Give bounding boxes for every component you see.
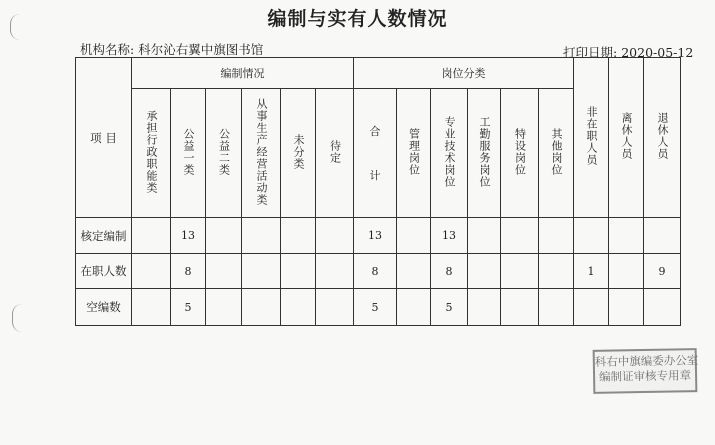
col-header-bianzhi (281, 89, 316, 218)
group-header-bianzhi: 编制情况 (132, 58, 354, 89)
table-cell (501, 218, 539, 254)
table-row (76, 289, 681, 326)
document-title: 编制与实有人数情况 (267, 8, 448, 30)
table-cell (397, 254, 431, 289)
table-cell (539, 289, 574, 326)
table-cell (132, 218, 171, 254)
table-cell (242, 289, 281, 326)
table-cell: 13 (431, 218, 468, 254)
table-cell (574, 289, 609, 326)
table-cell (281, 289, 316, 326)
table-row (76, 218, 681, 254)
table-row (76, 254, 681, 289)
org-value: 科尔沁右翼中旗图书馆 (138, 42, 264, 57)
table-cell (609, 254, 644, 289)
table-cell (206, 218, 242, 254)
heji-bottom: 计 (369, 169, 381, 182)
col-header-feizaizhi (574, 58, 609, 218)
official-seal-stamp (593, 348, 698, 394)
table-cell (206, 254, 242, 289)
table-cell (468, 218, 501, 254)
table-cell (609, 218, 644, 254)
col-label: 公益二类 (217, 127, 231, 176)
table-cell: 13 (171, 218, 206, 254)
table-cell: 13 (354, 218, 397, 254)
col-header-gangwei (501, 89, 539, 218)
table-cell (281, 218, 316, 254)
col-label: 待定 (328, 139, 342, 164)
table-cell (132, 289, 171, 326)
table-cell (242, 218, 281, 254)
col-label: 离休人员 (620, 112, 634, 160)
table-cell: 9 (644, 254, 681, 289)
table-cell (501, 254, 539, 289)
print-date-value: 2020-05-12 (621, 45, 694, 60)
table-cell (644, 218, 681, 254)
table-cell (501, 289, 539, 326)
col-label: 其他岗位 (550, 127, 564, 176)
table-cell (397, 218, 431, 254)
print-date-label: 打印日期: (563, 45, 618, 60)
table-cell (132, 254, 171, 289)
table-cell (242, 254, 281, 289)
col-label: 承担行政职能类 (145, 109, 159, 194)
col-label: 非在职人员 (585, 106, 599, 166)
col-label: 工勤服务岗位 (478, 115, 492, 188)
table-cell (281, 254, 316, 289)
table-cell (574, 218, 609, 254)
col-label: 从事生产经营活动类 (255, 97, 269, 206)
org-name (80, 40, 263, 58)
item-header: 项 目 (76, 58, 132, 218)
col-label: 退休人员 (656, 112, 670, 160)
col-header-gangwei (431, 89, 468, 218)
table-cell (206, 289, 242, 326)
col-header-gangwei (539, 89, 574, 218)
table-cell (539, 254, 574, 289)
table-cell (644, 289, 681, 326)
heji-top: 合 (369, 125, 381, 138)
table-cell: 8 (354, 254, 397, 289)
col-label: 专业技术岗位 (443, 115, 457, 188)
col-header-bianzhi (171, 89, 206, 218)
table-cell (316, 254, 354, 289)
group-header-gangwei: 岗位分类 (354, 58, 574, 89)
table-cell (316, 289, 354, 326)
table-cell (397, 289, 431, 326)
col-header-bianzhi (132, 89, 171, 218)
row-label: 核定编制 (76, 218, 132, 254)
binding-mark-top (10, 14, 23, 40)
table-cell: 5 (171, 289, 206, 326)
col-header-heji (354, 89, 397, 218)
staffing-table (75, 57, 681, 326)
col-label: 公益一类 (182, 127, 196, 176)
col-label: 未分类 (292, 133, 306, 170)
col-header-lixiu (609, 58, 644, 218)
table-cell: 8 (171, 254, 206, 289)
org-label: 机构名称: (80, 42, 135, 57)
col-label: 管理岗位 (407, 127, 421, 176)
col-label: 特设岗位 (513, 127, 527, 176)
binding-mark-bottom (12, 304, 25, 332)
col-header-bianzhi (242, 89, 281, 218)
col-header-tuixiu (644, 58, 681, 218)
table-cell: 1 (574, 254, 609, 289)
row-label: 空编数 (76, 289, 132, 326)
table-cell (539, 218, 574, 254)
table-cell (468, 289, 501, 326)
row-label: 在职人数 (76, 254, 132, 289)
table-cell (609, 289, 644, 326)
col-header-bianzhi (316, 89, 354, 218)
table-cell: 5 (431, 289, 468, 326)
stamp-line-1: 科右中旗编委办公室 (594, 353, 699, 369)
col-header-gangwei (468, 89, 501, 218)
table-cell: 5 (354, 289, 397, 326)
table-cell (316, 218, 354, 254)
col-header-gangwei (397, 89, 431, 218)
table-cell: 8 (431, 254, 468, 289)
col-header-bianzhi (206, 89, 242, 218)
table-cell (468, 254, 501, 289)
stamp-line-2: 编制证审核专用章 (598, 368, 692, 384)
